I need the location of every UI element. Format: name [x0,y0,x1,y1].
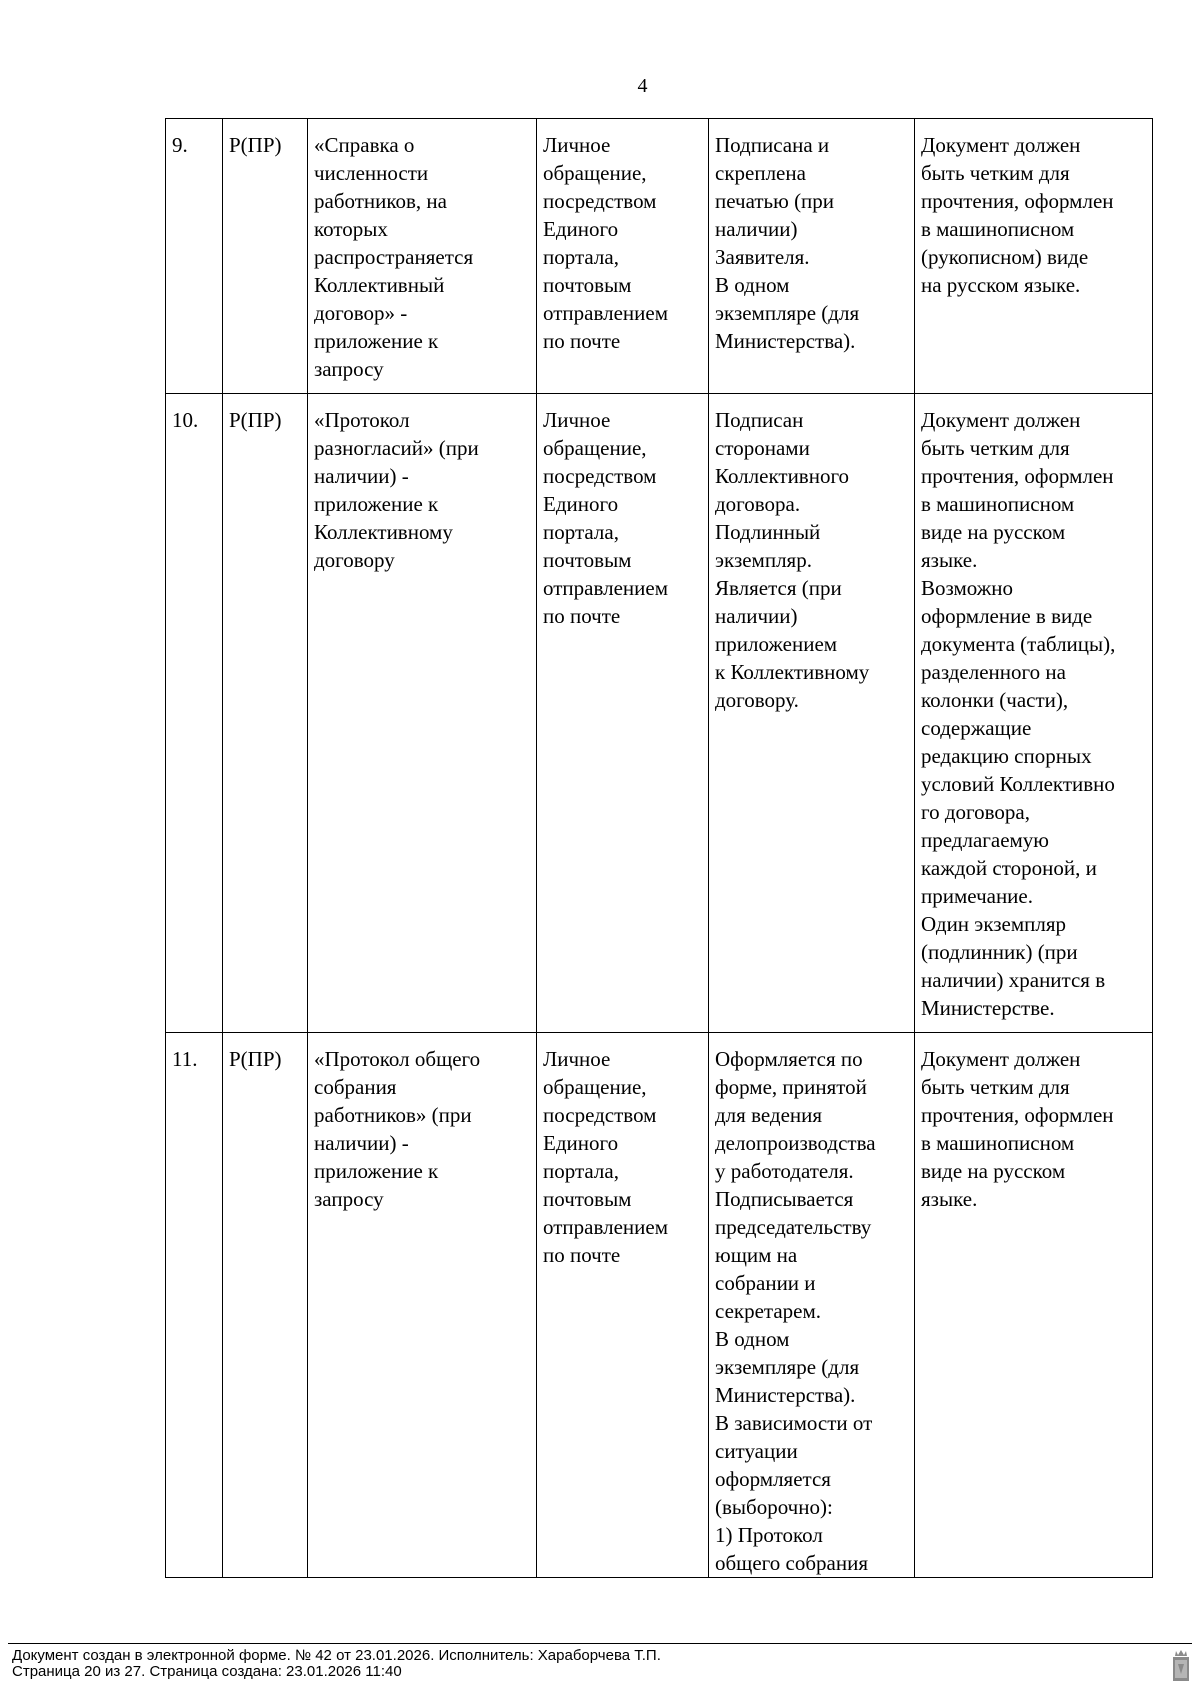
cell-line: документа (таблицы), [921,632,1116,656]
cell-line: в машинописном [921,492,1075,516]
cell-line: Подписан [715,408,804,432]
footer-line-2: Страница 20 из 27. Страница создана: 23.01.2026 11:40 [12,1663,402,1680]
cell-line: наличии) - [314,1131,409,1155]
cell-line: «Протокол общего [314,1047,481,1071]
cell-line: почтовым [543,1187,632,1211]
cell-text: 11. [172,1047,198,1071]
cell-line: наличии) - [314,464,409,488]
cell-line: посредством [543,189,657,213]
cell-line: Коллективному [314,520,453,544]
cell-line: быть четким для [921,436,1070,460]
cell-line: запросу [314,1187,384,1211]
cell-requirements [709,1033,915,1578]
cell-line: портала, [543,245,619,269]
cell-line: условий Коллективно [921,772,1115,796]
documents-table [165,118,1153,1578]
cell-line: собрании и [715,1271,816,1295]
cell-num [166,119,223,394]
cell-line: скреплена [715,161,806,185]
cell-line: Возможно [921,576,1014,600]
footer-divider [8,1643,1192,1644]
cell-requirements [709,119,915,394]
cell-line: Единого [543,1131,619,1155]
cell-line: Один экземпляр [921,912,1067,936]
cell-line: к Коллективному [715,660,870,684]
cell-line: по почте [543,1243,621,1267]
cell-line: предлагаемую [921,828,1049,852]
cell-notes [915,119,1153,394]
cell-line: отправлением [543,1215,668,1239]
cell-line: Документ должен [921,133,1081,157]
cell-line: Единого [543,492,619,516]
cell-line: наличии) хранится в [921,968,1106,992]
cell-line: почтовым [543,273,632,297]
table-row [166,119,1153,394]
footer-line-1: Документ создан в электронной форме. № 42 от 23.01.2026. Исполнитель: Хараборчева Т.П. [12,1647,661,1664]
cell-line: В одном [715,273,790,297]
cell-line: форме, принятой [715,1075,867,1099]
cell-line: Коллективный [314,273,445,297]
cell-line: Коллективного [715,464,850,488]
cell-line: сторонами [715,436,810,460]
cell-line: Подлинный [715,520,821,544]
cell-line: отправлением [543,301,668,325]
cell-line: Является (при [715,576,842,600]
cell-line: отправлением [543,576,668,600]
cell-line: на русском языке. [921,273,1081,297]
footer [12,1648,661,1680]
cell-notes [915,394,1153,1033]
cell-line: наличии) [715,217,798,241]
cell-line: экземпляре (для [715,1355,860,1379]
cell-text: Р(ПР) [229,1047,282,1071]
cell-line: работников» (при [314,1103,472,1127]
cell-code [223,394,308,1033]
cell-line: разногласий» (при [314,436,479,460]
cell-method [537,119,709,394]
cell-line: Министерства). [715,1383,856,1407]
cell-line: по почте [543,604,621,628]
cell-line: виде на русском [921,1159,1066,1183]
cell-line: языке. [921,1187,978,1211]
table-row [166,394,1153,1033]
cell-line: приложение к [314,492,439,516]
cell-line: делопроизводства [715,1131,876,1155]
cell-line: общего собрания [715,1551,868,1575]
cell-text: Р(ПР) [229,408,282,432]
cell-line: ситуации [715,1439,798,1463]
cell-line: по почте [543,329,621,353]
cell-line: договор» - [314,301,408,325]
cell-line: виде на русском [921,520,1066,544]
cell-line: Подписывается [715,1187,854,1211]
cell-line: у работодателя. [715,1159,854,1183]
cell-line: посредством [543,464,657,488]
cell-line: договора. [715,492,801,516]
cell-method [537,394,709,1033]
cell-line: численности [314,161,429,185]
cell-line: экземпляр. [715,548,812,572]
cell-line: языке. [921,548,978,572]
cell-line: приложением [715,632,838,656]
cell-line: портала, [543,520,619,544]
cell-text: Р(ПР) [229,133,282,157]
cell-line: содержащие [921,716,1032,740]
table-row [166,1033,1153,1578]
cell-line: разделенного на [921,660,1066,684]
cell-line: в машинописном [921,1131,1075,1155]
cell-line: колонки (части), [921,688,1069,712]
cell-line: обращение, [543,161,647,185]
cell-line: обращение, [543,436,647,460]
cell-line: прочтения, оформлен [921,189,1114,213]
cell-method [537,1033,709,1578]
cell-line: которых [314,217,388,241]
cell-text: 9. [172,133,188,157]
cell-requirements [709,394,915,1033]
cell-line: распространяется [314,245,474,269]
cell-line: «Справка о [314,133,415,157]
cell-line: посредством [543,1103,657,1127]
cell-code [223,1033,308,1578]
cell-line: примечание. [921,884,1033,908]
cell-line: почтовым [543,548,632,572]
cell-line: запросу [314,357,384,381]
cell-line: Документ должен [921,1047,1081,1071]
coat-of-arms-icon [1170,1648,1192,1682]
cell-line: Заявителя. [715,245,810,269]
cell-line: обращение, [543,1075,647,1099]
cell-line: секретарем. [715,1299,822,1323]
cell-line: оформление в виде [921,604,1093,628]
cell-line: Личное [543,408,611,432]
cell-line: 1) Протокол [715,1523,823,1547]
cell-line: договору. [715,688,799,712]
cell-line: (выборочно): [715,1495,833,1519]
cell-line: ющим на [715,1243,798,1267]
cell-line: (рукописном) виде [921,245,1089,269]
cell-num [166,1033,223,1578]
cell-line: Подписана и [715,133,830,157]
cell-line: экземпляре (для [715,301,860,325]
cell-line: Оформляется по [715,1047,863,1071]
cell-line: в машинописном [921,217,1075,241]
cell-line: собрания [314,1075,397,1099]
cell-line: прочтения, оформлен [921,1103,1114,1127]
cell-line: оформляется [715,1467,831,1491]
cell-code [223,119,308,394]
cell-line: (подлинник) (при [921,940,1078,964]
cell-line: приложение к [314,329,439,353]
cell-line: Единого [543,217,619,241]
cell-line: прочтения, оформлен [921,464,1114,488]
cell-line: председательству [715,1215,872,1239]
cell-name [308,394,537,1033]
cell-line: В зависимости от [715,1411,873,1435]
cell-line: портала, [543,1159,619,1183]
cell-line: редакцию спорных [921,744,1092,768]
cell-line: быть четким для [921,161,1070,185]
cell-line: договору [314,548,395,572]
page-number: 4 [637,75,648,97]
cell-line: Личное [543,133,611,157]
cell-notes [915,1033,1153,1578]
cell-line: Министерства). [715,329,856,353]
cell-line: работников, на [314,189,447,213]
cell-num [166,394,223,1033]
cell-line: Документ должен [921,408,1081,432]
cell-name [308,119,537,394]
cell-text: 10. [172,408,199,432]
cell-line: приложение к [314,1159,439,1183]
cell-line: наличии) [715,604,798,628]
cell-line: быть четким для [921,1075,1070,1099]
cell-name [308,1033,537,1578]
cell-line: печатью (при [715,189,835,213]
cell-line: го договора, [921,800,1030,824]
cell-line: Личное [543,1047,611,1071]
cell-line: каждой стороной, и [921,856,1097,880]
cell-line: В одном [715,1327,790,1351]
cell-line: «Протокол [314,408,410,432]
cell-line: Министерстве. [921,996,1055,1020]
cell-line: для ведения [715,1103,823,1127]
